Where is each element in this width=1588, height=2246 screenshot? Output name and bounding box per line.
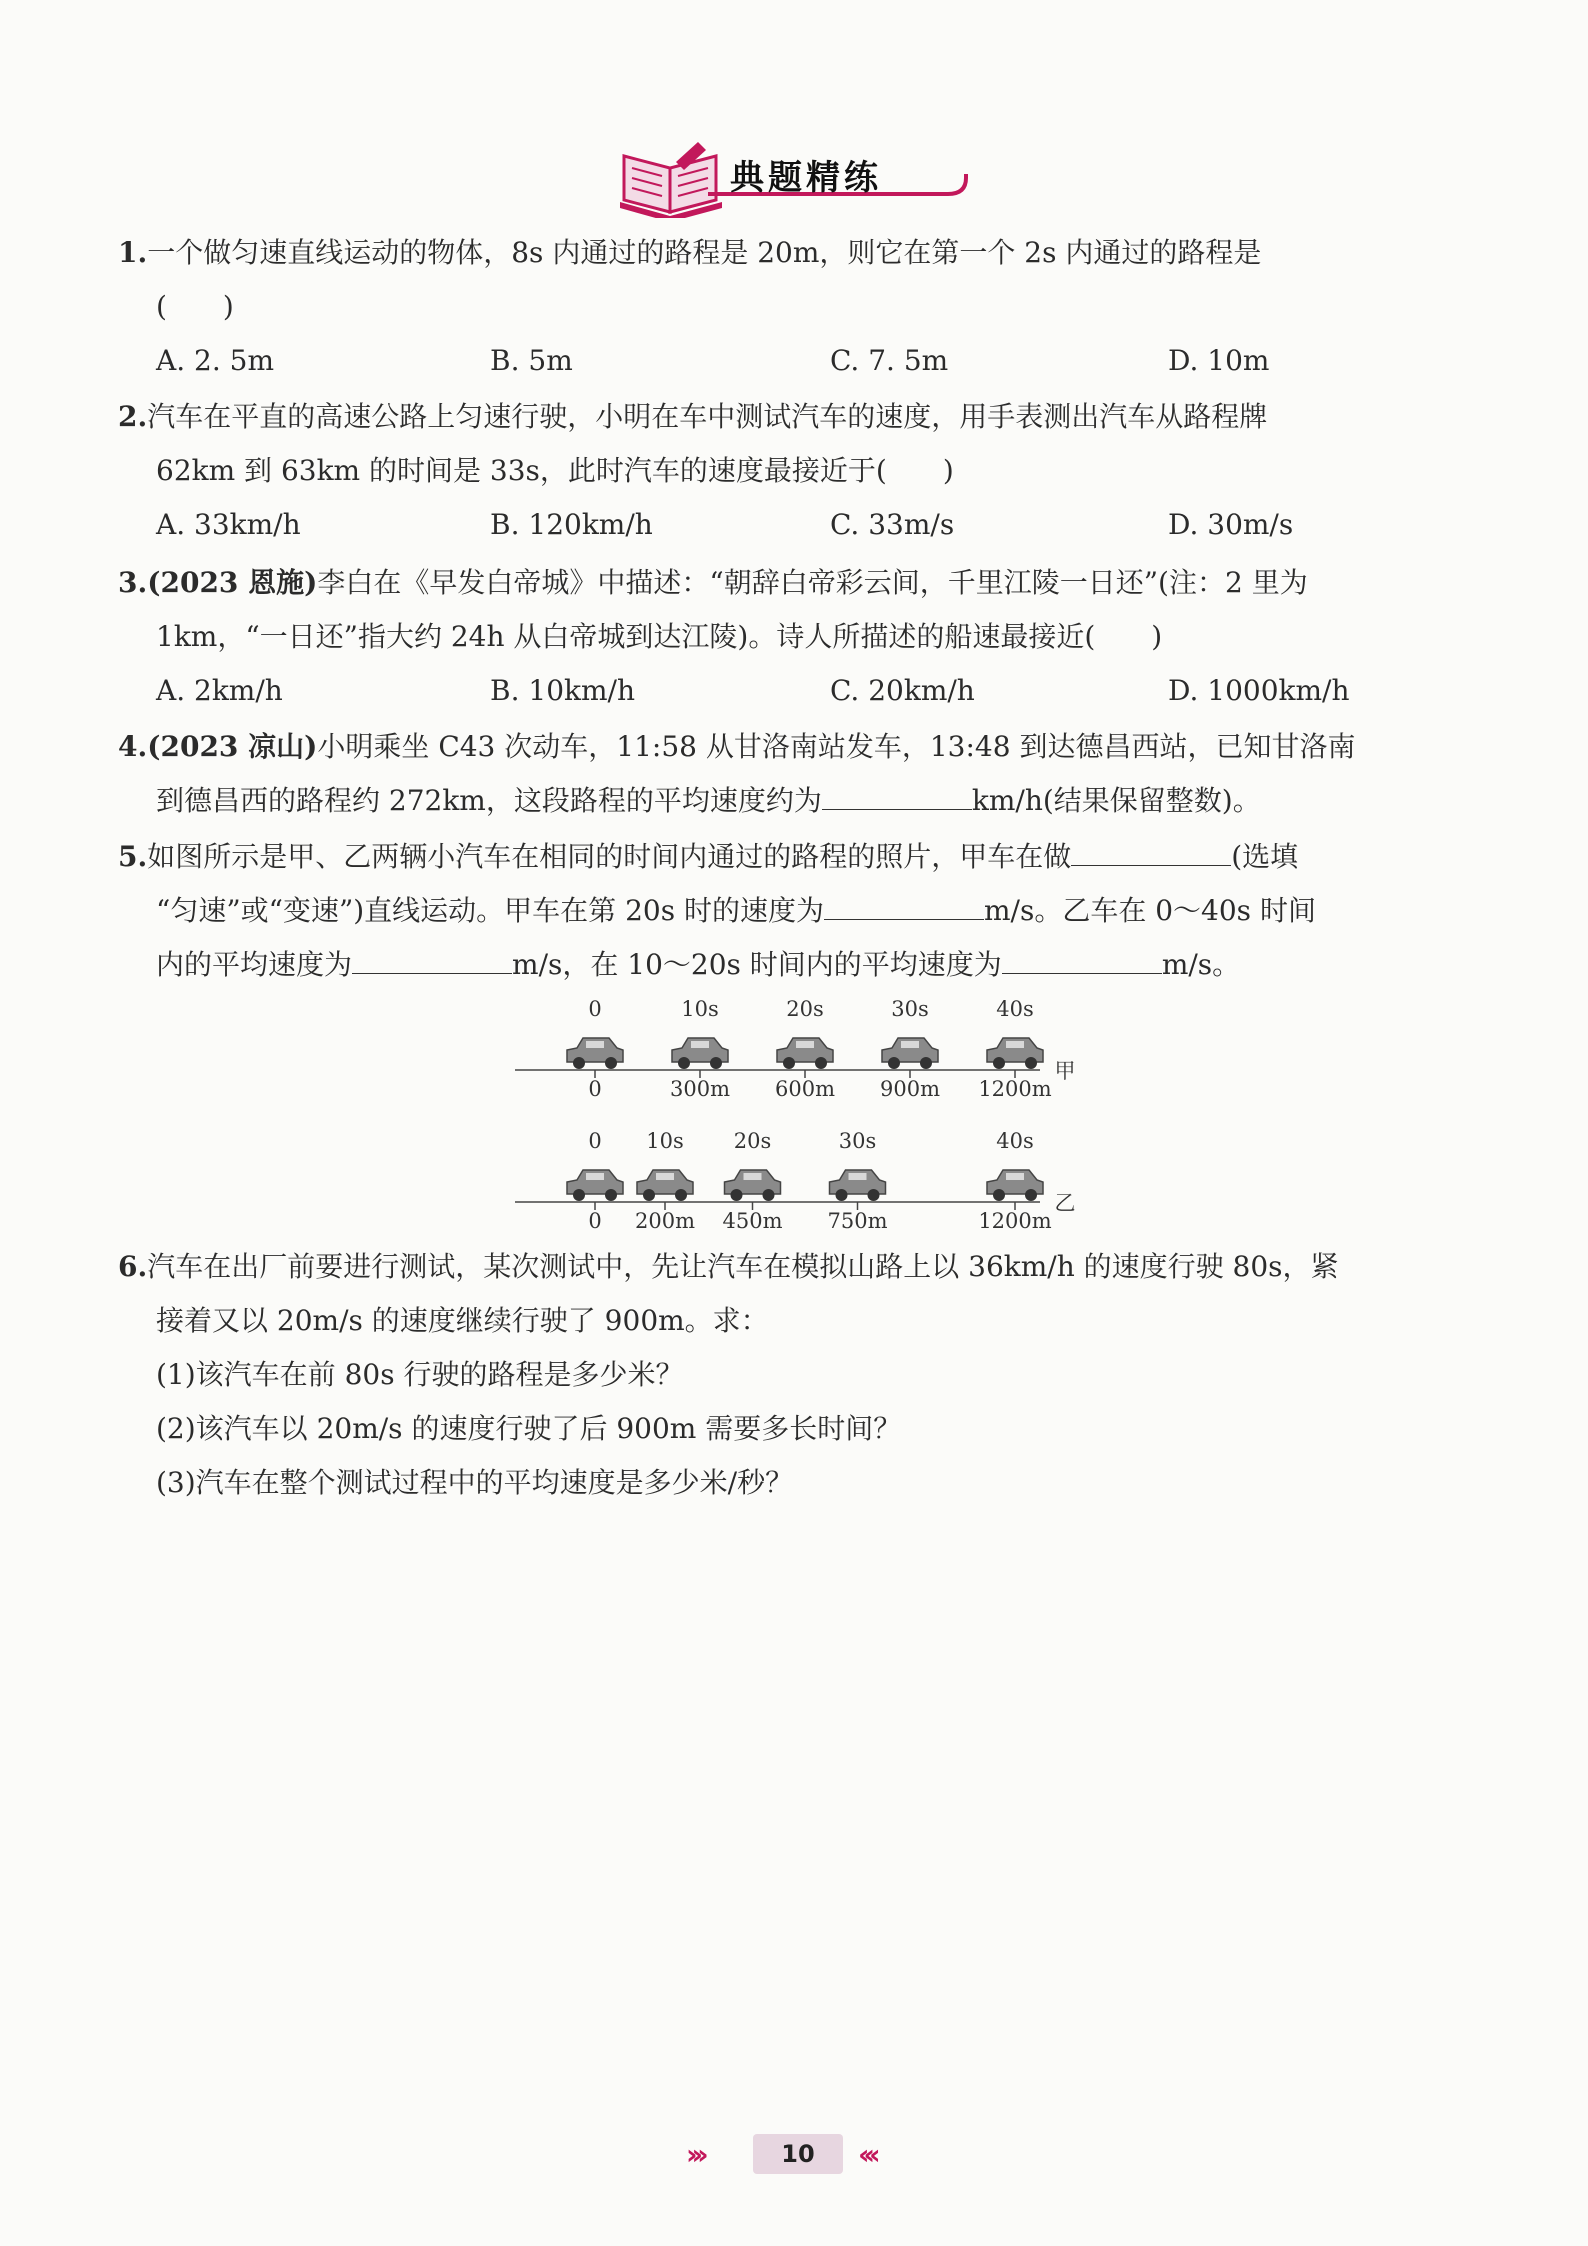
jia-time-label: 0	[588, 997, 602, 1021]
question-text: m/s，在 10～20s 时间内的平均速度为	[512, 948, 1002, 981]
question-3	[118, 556, 1458, 718]
sub-question-2: (2)该汽车以 20m/s 的速度行驶了后 900m 需要多长时间？	[156, 1412, 902, 1445]
sub-question-1: (1)该汽车在前 80s 行驶的路程是多少米？	[156, 1358, 684, 1391]
section-title: 典题精练	[730, 158, 882, 198]
question-text: 李白在《早发白帝城》中描述：“朝辞白帝彩云间，千里江陵一日还”(注：2 里为	[317, 566, 1308, 599]
question-5	[118, 830, 1458, 992]
chevron-right-icon: ›››	[686, 2138, 703, 2171]
yi-time-label: 0	[588, 1129, 602, 1153]
yi-time-label: 20s	[733, 1129, 772, 1153]
jia-time-label: 40s	[996, 997, 1034, 1021]
options	[118, 498, 1458, 552]
yi-car	[987, 1170, 1043, 1201]
yi-time-label: 30s	[838, 1129, 877, 1153]
yi-distance-label: 200m	[635, 1209, 695, 1233]
option-a[interactable]: A. 2km/h	[156, 674, 283, 707]
option-a[interactable]: A. 33km/h	[156, 508, 301, 541]
question-text: (选填	[1231, 840, 1299, 873]
option-b[interactable]: B. 120km/h	[490, 508, 653, 541]
yi-car-label: 乙	[1054, 1191, 1076, 1215]
jia-car	[987, 1038, 1043, 1069]
cars-figure	[510, 990, 1090, 1240]
yi-distance-label: 750m	[827, 1209, 888, 1233]
yi-distance-label: 0	[588, 1209, 602, 1233]
yi-distance-label: 450m	[722, 1209, 783, 1233]
option-b[interactable]: B. 10km/h	[490, 674, 635, 707]
question-2	[118, 390, 1458, 552]
jia-time-label: 10s	[681, 997, 719, 1021]
question-text-2: 到德昌西的路程约 272km，这段路程的平均速度约为	[156, 784, 822, 817]
question-text: 汽车在出厂前要进行测试，某次测试中，先让汽车在模拟山路上以 36km/h 的速度行驶 80s，紧	[147, 1250, 1339, 1283]
question-text: 内的平均速度为	[156, 948, 353, 981]
yi-car	[725, 1170, 781, 1201]
question-number: 1.	[118, 236, 148, 269]
question-text-2: 62km 到 63km 的时间是 33s，此时汽车的速度最接近于( )	[156, 454, 954, 487]
option-b[interactable]: B. 5m	[490, 344, 573, 377]
jia-time-label: 20s	[786, 997, 824, 1021]
question-text-3: km/h(结果保留整数)。	[971, 784, 1261, 817]
yi-time-label: 40s	[996, 1129, 1034, 1153]
question-1	[118, 226, 1458, 388]
question-number: 3.	[118, 566, 148, 599]
answer-blank[interactable]	[822, 781, 972, 810]
question-source: (2023 凉山)	[147, 730, 318, 763]
chevron-left-icon: ‹‹‹	[858, 2138, 875, 2171]
jia-distance-label: 300m	[670, 1077, 730, 1101]
question-number: 4.	[118, 730, 148, 763]
question-text: “匀速”或“变速”)直线运动。甲车在第 20s 时的速度为	[156, 894, 824, 927]
yi-car	[830, 1170, 886, 1201]
question-text: m/s。乙车在 0～40s 时间	[983, 894, 1316, 927]
answer-blank-2[interactable]	[824, 891, 984, 920]
option-d[interactable]: D. 30m/s	[1168, 508, 1294, 541]
question-text-2: 接着又以 20m/s 的速度继续行驶了 900m。求：	[156, 1304, 769, 1337]
page-footer	[678, 2130, 918, 2180]
jia-distance-label: 900m	[880, 1077, 940, 1101]
option-c[interactable]: C. 20km/h	[830, 674, 975, 707]
jia-car	[777, 1038, 833, 1069]
option-c[interactable]: C. 7. 5m	[830, 344, 949, 377]
yi-car	[567, 1170, 623, 1201]
jia-car-label: 甲	[1054, 1059, 1076, 1083]
question-text: 一个做匀速直线运动的物体，8s 内通过的路程是 20m，则它在第一个 2s 内通过的路程是	[147, 236, 1262, 269]
jia-distance-label: 1200m	[978, 1077, 1052, 1101]
question-text-2: 1km，“一日还”指大约 24h 从白帝城到达江陵)。诗人所描述的船速最接近( )	[156, 620, 1163, 653]
yi-distance-label: 1200m	[978, 1209, 1052, 1233]
question-number: 6.	[118, 1250, 148, 1283]
answer-blank-1[interactable]	[1071, 837, 1231, 866]
option-c[interactable]: C. 33m/s	[830, 508, 955, 541]
answer-bracket: ( )	[156, 290, 234, 323]
option-d[interactable]: D. 1000km/h	[1168, 674, 1350, 707]
yi-car	[637, 1170, 693, 1201]
option-a[interactable]: A. 2. 5m	[156, 344, 275, 377]
jia-car	[882, 1038, 938, 1069]
sub-question-3: (3)汽车在整个测试过程中的平均速度是多少米/秒？	[156, 1466, 794, 1499]
question-4	[118, 720, 1458, 828]
answer-blank-3[interactable]	[352, 945, 512, 974]
jia-distance-label: 600m	[775, 1077, 835, 1101]
answer-blank-4[interactable]	[1002, 945, 1162, 974]
page-number: 10	[753, 2134, 843, 2174]
jia-car	[567, 1038, 623, 1069]
question-text: 小明乘坐 C43 次动车，11:58 从甘洛南站发车，13:48 到达德昌西站，已知甘洛南	[317, 730, 1356, 763]
options	[118, 664, 1458, 718]
question-source: (2023 恩施)	[147, 566, 318, 599]
jia-car	[672, 1038, 728, 1069]
section-header	[618, 138, 978, 218]
question-number: 5.	[118, 840, 148, 873]
jia-time-label: 30s	[891, 997, 929, 1021]
question-text: 汽车在平直的高速公路上匀速行驶，小明在车中测试汽车的速度，用手表测出汽车从路程牌	[147, 400, 1268, 433]
options	[118, 334, 1458, 388]
option-d[interactable]: D. 10m	[1168, 344, 1270, 377]
question-text: 如图所示是甲、乙两辆小汽车在相同的时间内通过的路程的照片，甲车在做	[147, 840, 1072, 873]
yi-time-label: 10s	[646, 1129, 684, 1153]
question-text: m/s。	[1161, 948, 1241, 981]
question-number: 2.	[118, 400, 148, 433]
jia-distance-label: 0	[588, 1077, 602, 1101]
question-6	[118, 1240, 1458, 1510]
